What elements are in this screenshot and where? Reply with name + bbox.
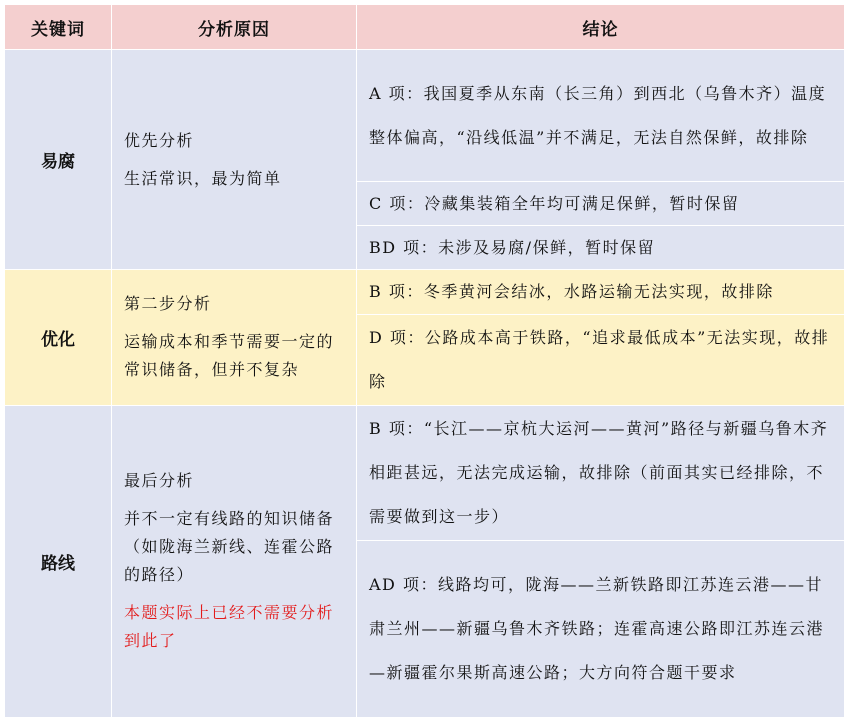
reason-cell-perishable: [112, 50, 357, 270]
keyword-route: 路线: [5, 405, 112, 717]
reason-line: 第二步分析: [124, 294, 212, 314]
reason-line: 运输成本和季节需要一定的常识储备，但并不复杂: [124, 332, 335, 380]
conclusion-cell: D 项：公路成本高于铁路，“追求最低成本”无法实现，故排除: [357, 315, 845, 405]
reason-highlight: 本题实际上已经不需要分析到此了: [124, 603, 335, 651]
table-row: [5, 50, 845, 182]
keyword-perishable: 易腐: [5, 50, 112, 270]
reason-line: 优先分析: [124, 130, 195, 150]
reason-cell-route: [112, 405, 357, 717]
reason-cell-optimize: [112, 270, 357, 405]
conclusion-cell: C 项：冷藏集装箱全年均可满足保鲜，暂时保留: [357, 182, 845, 226]
header-conclusion: 结论: [357, 5, 845, 50]
reason-line: 生活常识，最为简单: [124, 168, 282, 188]
conclusion-cell: A 项：我国夏季从东南（长三角）到西北（乌鲁木齐）温度整体偏高，“沿线低温”并不满足，无法自然保鲜，故排除: [357, 50, 845, 182]
header-reason: 分析原因: [112, 5, 357, 50]
conclusion-cell: AD 项：线路均可，陇海——兰新铁路即江苏连云港——甘肃兰州——新疆乌鲁木齐铁路；连霍高速公路即江苏连云港—新疆霍尔果斯高速公路；大方向符合题干要求: [357, 540, 845, 717]
table-row: [5, 270, 845, 315]
reason-line: 并不一定有线路的知识储备（如陇海兰新线、连霍公路的路径）: [124, 509, 335, 585]
header-keyword: 关键词: [5, 5, 112, 50]
conclusion-cell: BD 项：未涉及易腐/保鲜，暂时保留: [357, 226, 845, 270]
table-row: [5, 405, 845, 540]
conclusion-cell: B 项：“长江——京杭大运河——黄河”路径与新疆乌鲁木齐相距甚远，无法完成运输，故排除（前面其实已经排除，不需要做到这一步）: [357, 405, 845, 540]
reason-line: 最后分析: [124, 471, 195, 491]
conclusion-cell: B 项：冬季黄河会结冰，水路运输无法实现，故排除: [357, 270, 845, 315]
analysis-table: [4, 4, 845, 718]
table-header-row: [5, 5, 845, 50]
keyword-optimize: 优化: [5, 270, 112, 405]
